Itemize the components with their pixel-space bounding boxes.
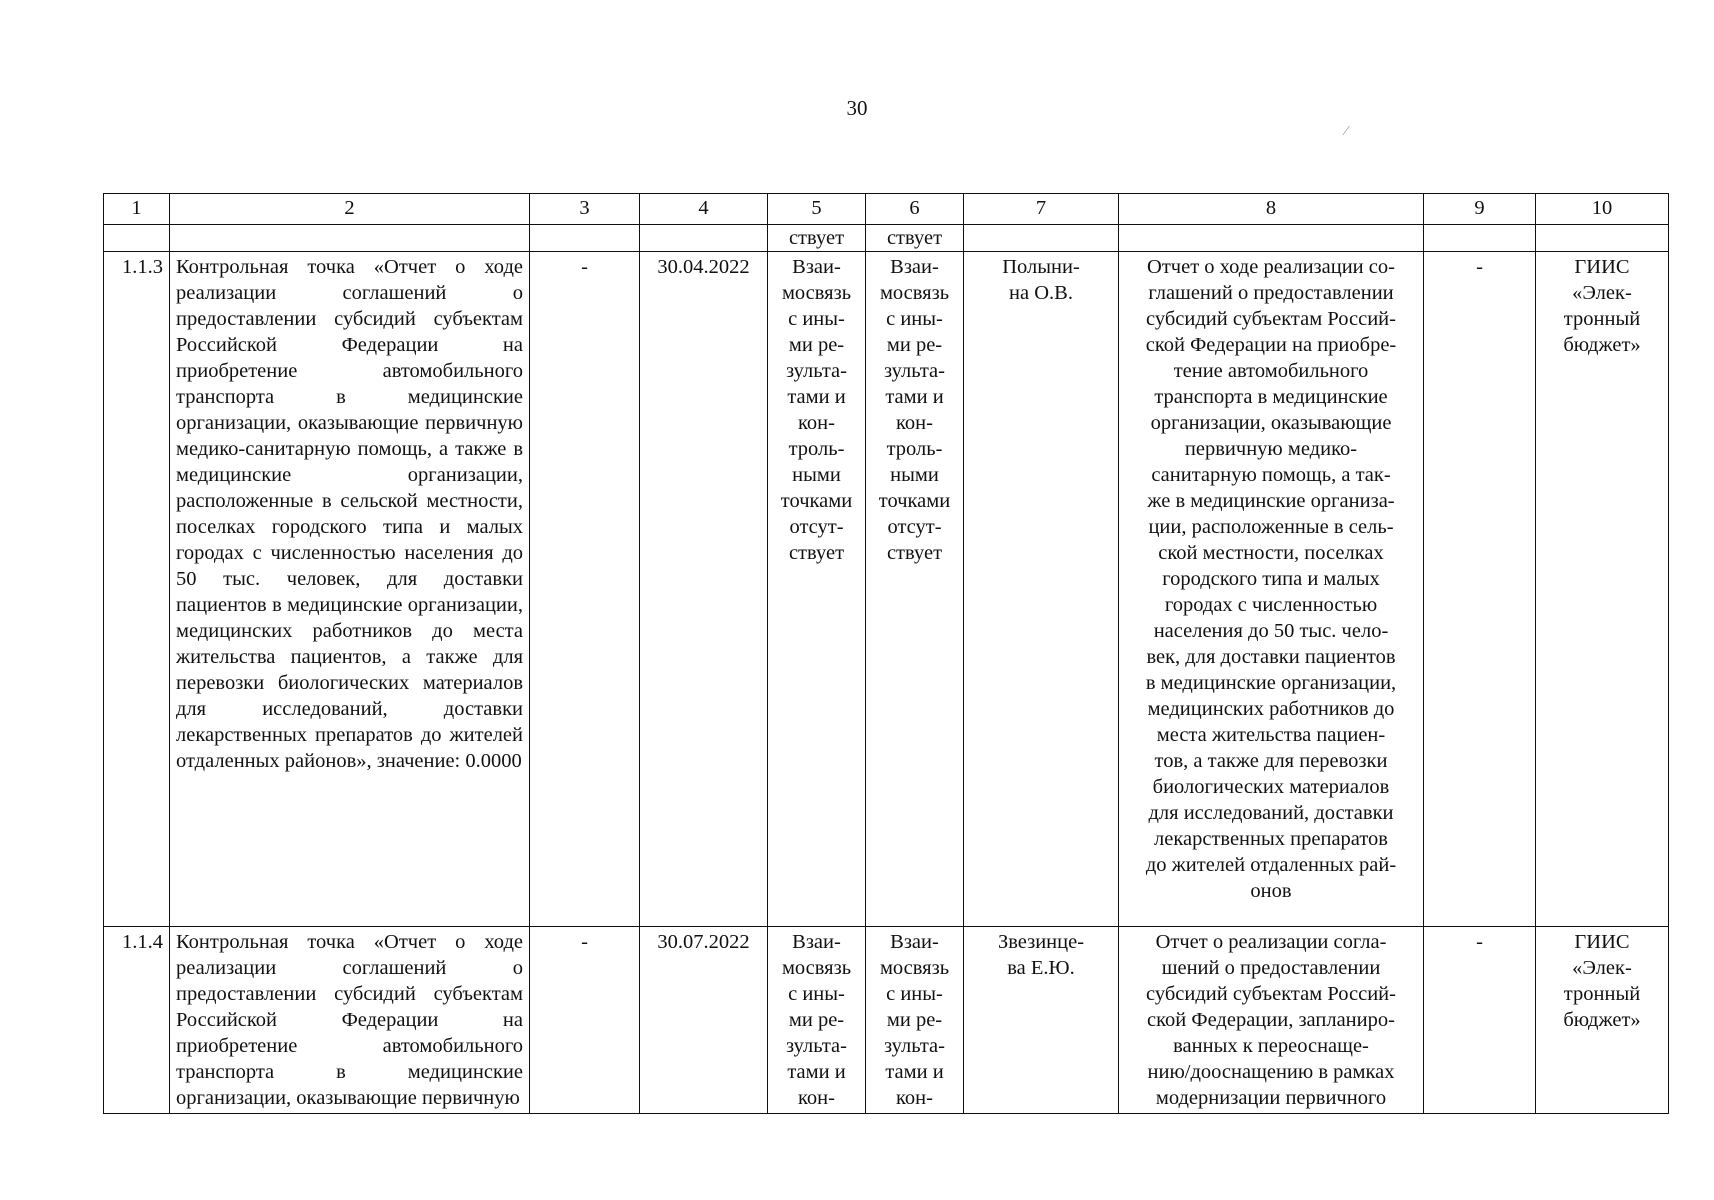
column-9-value: - xyxy=(1424,252,1536,927)
continuation-cell: ствует xyxy=(866,225,964,252)
empty-cell xyxy=(1424,225,1536,252)
row-number: 1.1.4 xyxy=(104,927,170,1114)
result-document: Отчет о ходе реализации со- глашений о предоставлении субсидий субъектам Россий- ской Федерации на приобре- тение автомобильного транспорта в медицинские организации, оказывающие первичную медико- санитарную помощь, а так- же в медицинские организа- ции, расположенные в сель- ской местности, поселках городского типа и малых городах с численностью населения до 50 тыс. чело- век, для доставки пациентов в медицинские организации, медицинских работников до места жительства пациен- тов, а также для перевозки биологических материалов для исследований, доставки лекарственных препаратов до жителей отдаленных рай- онов xyxy=(1119,252,1424,927)
relation-cell-6: Взаи- мосвязь с ины- ми ре- зульта- тами и кон- xyxy=(866,927,964,1114)
header-cell: 2 xyxy=(170,194,530,225)
empty-cell xyxy=(104,225,170,252)
continuation-row xyxy=(104,225,1669,252)
control-points-table xyxy=(103,193,1669,1114)
empty-cell xyxy=(964,225,1119,252)
relation-cell-5: Взаи- мосвязь с ины- ми ре- зульта- тами и кон- xyxy=(768,927,866,1114)
empty-cell xyxy=(170,225,530,252)
column-3-value: - xyxy=(530,927,640,1114)
table-row xyxy=(104,927,1669,1114)
empty-cell xyxy=(530,225,640,252)
responsible-person: Звезинце- ва Е.Ю. xyxy=(964,927,1119,1114)
column-9-value: - xyxy=(1424,927,1536,1114)
header-cell: 4 xyxy=(640,194,768,225)
header-cell: 10 xyxy=(1536,194,1669,225)
table-row xyxy=(104,252,1669,927)
header-cell: 8 xyxy=(1119,194,1424,225)
due-date: 30.04.2022 xyxy=(640,252,768,927)
control-point-description: Контрольная точка «Отчет о ходе реализации соглашений о предоставлении субсидий субъектам Российской Федерации на приобретение автомобильного транспорта в медицинские организации, оказывающие первичную медико-санитарную помощь, а также в медицинские организации, расположенные в сельской местности, поселках городского типа и малых городах с численностью населения до 50 тыс. человек, для доставки пациентов в медицинские организации, медицинских работников до места жительства пациентов, а также для перевозки биологических материалов для исследований, доставки лекарственных препаратов до жителей отдаленных районов», значение: 0.0000 xyxy=(170,252,530,927)
column-3-value: - xyxy=(530,252,640,927)
result-document: Отчет о реализации согла- шений о предоставлении субсидий субъектам Россий- ской Федерации, запланиро- ванных к переоснаще- нию/дооснащению в рамках модернизации первичного xyxy=(1119,927,1424,1114)
relation-cell-6: Взаи- мосвязь с ины- ми ре- зульта- тами и кон- троль- ными точками отсут- ствует xyxy=(866,252,964,927)
header-cell: 6 xyxy=(866,194,964,225)
continuation-cell: ствует xyxy=(768,225,866,252)
page-number: 30 xyxy=(846,96,868,120)
empty-cell xyxy=(1536,225,1669,252)
header-cell: 9 xyxy=(1424,194,1536,225)
responsible-person: Полыни- на О.В. xyxy=(964,252,1119,927)
scan-mark: ⁄ xyxy=(1345,124,1348,139)
header-cell: 1 xyxy=(104,194,170,225)
information-system: ГИИС «Элек- тронный бюджет» xyxy=(1536,252,1669,927)
header-cell: 3 xyxy=(530,194,640,225)
control-point-description: Контрольная точка «Отчет о ходе реализации соглашений о предоставлении субсидий субъектам Российской Федерации на приобретение автомобильного транспорта в медицинские организации, оказывающие первичную xyxy=(170,927,530,1114)
information-system: ГИИС «Элек- тронный бюджет» xyxy=(1536,927,1669,1114)
header-cell: 5 xyxy=(768,194,866,225)
relation-cell-5: Взаи- мосвязь с ины- ми ре- зульта- тами и кон- троль- ными точками отсут- ствует xyxy=(768,252,866,927)
empty-cell xyxy=(640,225,768,252)
due-date: 30.07.2022 xyxy=(640,927,768,1114)
header-row xyxy=(104,194,1669,225)
header-cell: 7 xyxy=(964,194,1119,225)
empty-cell xyxy=(1119,225,1424,252)
row-number: 1.1.3 xyxy=(104,252,170,927)
